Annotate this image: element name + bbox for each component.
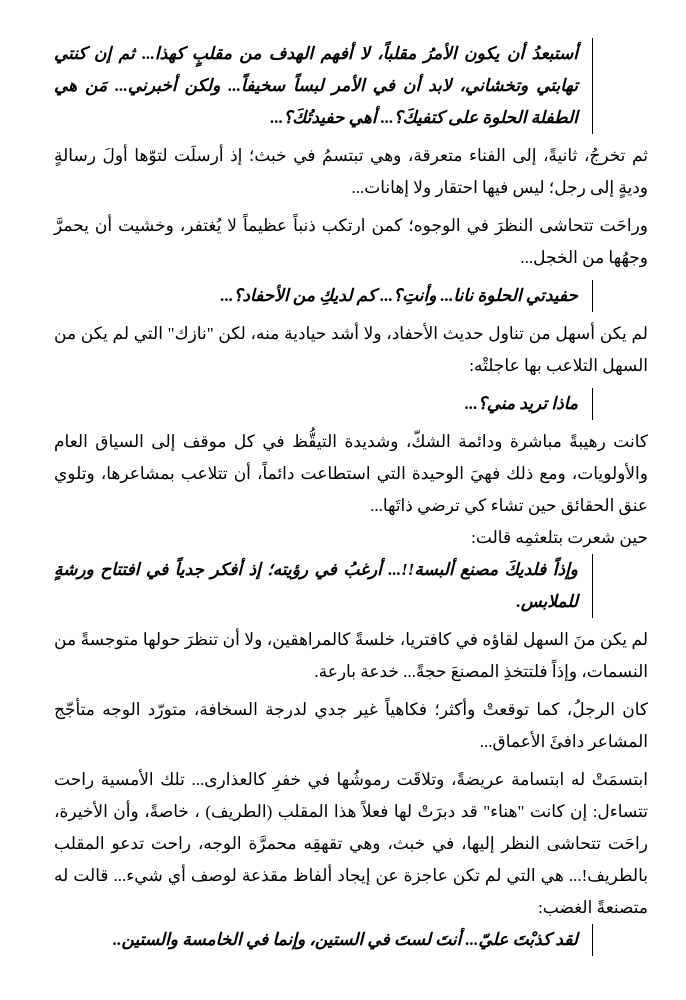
quote-block bbox=[54, 280, 593, 312]
dialogue-quote: ماذا تريد مني؟... bbox=[464, 394, 578, 413]
quote-block bbox=[54, 38, 593, 134]
narrative-paragraph: ابتسمَتْ له ابتسامة عريضةً، وتلاقَت رموشُها في خفرِ كالعذارى... تلك الأمسية راحت تتساءل: إن كانت "هناء" قد دبرَتْ لها فعلاً هذا المقلب (الطريف) ، خاصةً، وأن الأخيرة، راحَت تتحاشى النظر إليها، في خبث، وهي تقهقِه محمرَّة الوجه، راحت تدعو المقلب بالطريف!... هي التي لم تكن عاجزة عن إيجاد ألفاظ مقذعة لوصف أي شيء... قالت له متصنعةً الغضب: bbox=[54, 770, 648, 917]
narrative-paragraph: ثم تخرجُ، ثانيةً، إلى الفناء متعرقة، وهي تبتسمُ في خبث؛ إذ أرسلَت لتوّها أولَ رسالةٍ وديةٍ إلى رجل؛ ليس فيها احتقار ولا إهانات... bbox=[54, 146, 648, 197]
narrative-paragraph: لم يكن منَ السهل لقاؤه في كافتريا، خلسةً كالمراهقين، ولا أن تنظرَ حولها متوجسةً من النسمات، وإذاً فلتتخذِ المصنعَ حجةً... خدعة بارعة. bbox=[54, 630, 648, 681]
narrative-paragraph: كان الرجلُ، كما توقعتْ وأكثر؛ فكاهياً غير جدي لدرجة السخافة، متورّد الوجه متأجّج المشاعر دافئَ الأعماق... bbox=[54, 700, 648, 751]
quote-block bbox=[54, 388, 593, 420]
narrative-paragraph: وراحَت تتحاشى النظرَ في الوجوه؛ كمن ارتكب ذنباً عظيماً لا يُغتفر، وخشيت أن يحمرَّ وجهُها من الخجل... bbox=[54, 216, 648, 267]
narrative-paragraph: حين شعرت بتلعثمِه قالت: bbox=[471, 528, 648, 547]
dialogue-quote: حفيدتي الحلوة نانا... وأنتِ؟... كم لديكِ من الأحفاد؟... bbox=[220, 286, 578, 305]
quote-block bbox=[54, 924, 593, 956]
dialogue-quote: وإذاً فلديكَ مصنع ألبسة!!... أرغبُ في رؤيته؛ إذ أفكر جدياً في افتتاح ورشةٍ للملابس. bbox=[54, 560, 578, 611]
narrative-paragraph: كانت رهيبةً مباشرة ودائمة الشكّ، وشديدة التيقُّظ في كل موقف إلى السياق العام والأولويات، ومع ذلك فهيَ الوحيدة التي استطاعت دائماً، أن تتلاعب بمشاعرها، وتلوي عنق الحقائق حين تشاء كي ترضي ذاتَها... bbox=[54, 432, 648, 515]
quote-block bbox=[54, 554, 593, 618]
narrative-paragraph: لم يكن أسهل من تناول حديث الأحفاد، ولا أشد حيادية منه، لكن "نازك" التي لم يكن من السهل التلاعب بها عاجلتْه: bbox=[54, 324, 648, 375]
dialogue-quote: أستبعدُ أن يكون الأمرُ مقلباً، لا أفهم الهدف من مقلبٍ كهذا... ثم إن كنتي تهابتي وتخشاني، لابد أن في الأمر لبساً سخيفاً... ولكن أخبرني... مَن هي الطفلة الحلوة على كتفيكَ؟... أهي حفيدتُكَ؟... bbox=[54, 44, 578, 127]
dialogue-quote: لقد كذبْتَ عليّ... أنتَ لستَ في الستين، وإنما في الخامسة والستين.. bbox=[113, 930, 578, 949]
